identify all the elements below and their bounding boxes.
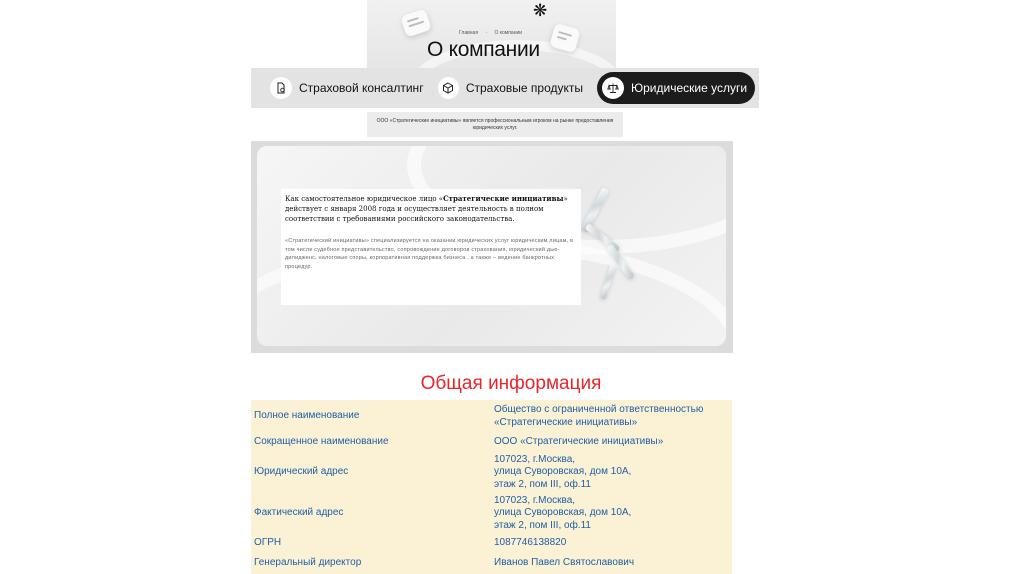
page-title: О компании — [427, 38, 540, 61]
row-label: Полное наименование — [254, 410, 360, 422]
intro-text: ООО «Стратегические инициативы» является профессиональным игроком на рынке предоставления юридических услуг. — [376, 118, 614, 131]
table-row — [251, 433, 732, 452]
row-label: ОГРН — [254, 537, 282, 549]
tab-label: Страховые продукты — [465, 81, 583, 95]
intro-strip — [367, 112, 623, 137]
general-info-title: Общая информация — [420, 373, 602, 394]
tab-label: Страховой консалтинг — [299, 81, 424, 95]
service-tabs — [251, 68, 759, 108]
box-icon — [438, 77, 459, 99]
row-label: Генеральный директор — [254, 557, 362, 569]
asterisk-logo-icon: ❋ — [533, 1, 548, 20]
tab-insurance-products[interactable] — [433, 72, 583, 104]
tab-label: Юридические услуги — [631, 81, 748, 95]
company-description-card — [281, 189, 581, 305]
row-label: Фактический адрес — [254, 507, 344, 519]
table-row — [251, 400, 732, 433]
row-value: 107023, г.Москва, улица Суворовская, дом 10А, этаж 2, пом III, оф.11 — [494, 494, 632, 531]
tab-legal-services[interactable] — [597, 72, 755, 104]
general-info-table — [251, 400, 732, 574]
row-value: 1087746138820 — [494, 537, 567, 549]
panel-background — [257, 146, 726, 346]
company-description-services: «Стратегический инициативы» специализируется на оказании юридических услуг юридическим лицам, в том числе судебное представительство, сопровождение договоров страхования, юридический дью-дилидженс, налоговые споры, корпоративная поддержка бизнеса , а также – ведение банкротных процедур. — [285, 238, 574, 270]
hero-banner — [367, 0, 616, 68]
document-icon — [270, 77, 292, 99]
table-row — [251, 553, 732, 574]
company-info-panel — [251, 141, 733, 353]
company-description-main: Как самостоятельное юридическое лицо «Стратегические инициативы» действует с января 2008 года и осуществляет деятельность в полном соответствии с требованиями российского законодательства. — [285, 194, 568, 223]
tab-insurance-consulting[interactable] — [265, 72, 425, 104]
row-label: Сокращенное наименование — [254, 436, 389, 448]
floating-card-decoration — [400, 9, 432, 38]
breadcrumb-home-link[interactable]: Главная — [459, 30, 479, 36]
row-value: 107023, г.Москва, улица Суворовская, дом 10А, этаж 2, пом III, оф.11 — [494, 453, 632, 490]
row-label: Юридический адрес — [254, 466, 349, 478]
table-row — [251, 493, 732, 534]
row-value: Иванов Павел Святославович — [494, 557, 635, 569]
breadcrumb — [459, 30, 528, 36]
breadcrumb-separator: · — [485, 30, 488, 36]
breadcrumb-current: О компании — [494, 30, 523, 36]
row-value: Общество с ограниченной ответственностью «Стратегические инициативы» — [494, 403, 704, 428]
table-row — [251, 452, 732, 493]
row-value: ООО «Стратегические инициативы» — [494, 436, 664, 448]
scales-icon — [602, 77, 624, 99]
table-row — [251, 534, 732, 553]
